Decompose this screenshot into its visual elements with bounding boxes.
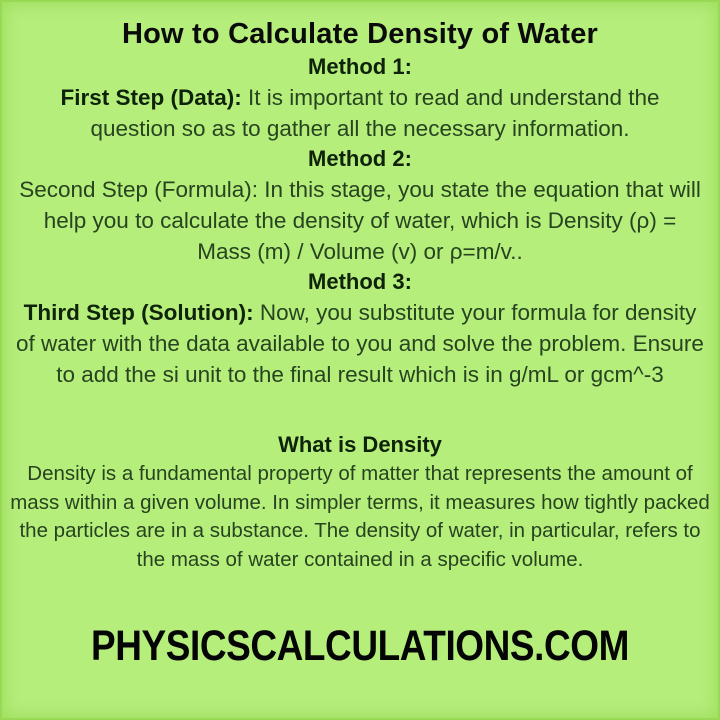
method-2-section <box>0 144 720 267</box>
method-2-text: Second Step (Formula): In this stage, you state the equation that will help you to calculate the density of water, which is Density (ρ) = Mass (m) / Volume (v) or ρ=m/v.. <box>19 177 701 264</box>
method-3-heading: Method 3: <box>308 269 412 294</box>
method-2-heading: Method 2: <box>308 146 412 171</box>
method-1-section <box>0 52 720 144</box>
method-1-text: It is important to read and understand the question so as to gather all the necessary information. <box>90 85 660 141</box>
method-3-text: Now, you substitute your formula for density of water with the data available to you and solve the problem. Ensure to add the si unit to the final result which is in g/mL or gcm^-3 <box>16 300 704 387</box>
method-1-lead: First Step (Data): <box>60 85 242 110</box>
method-3-lead: Third Step (Solution): <box>23 300 254 325</box>
method-3-section <box>0 267 720 390</box>
method-2-body <box>15 174 705 267</box>
what-is-density-section <box>0 430 720 574</box>
method-3-body <box>15 297 705 390</box>
page-title: How to Calculate Density of Water <box>121 18 599 50</box>
method-1-body <box>15 82 705 144</box>
site-wordmark: PHYSICSCALCULATIONS.COM <box>91 622 629 670</box>
method-1-heading: Method 1: <box>308 54 412 79</box>
what-is-density-text: Density is a fundamental property of matter that represents the amount of mass within a given volume. In simpler terms, it measures how tightly packed the particles are in a substance. The density of water, in particular, refers to the mass of water contained in a specific volume. <box>10 462 710 571</box>
what-is-density-heading: What is Density <box>278 432 442 457</box>
